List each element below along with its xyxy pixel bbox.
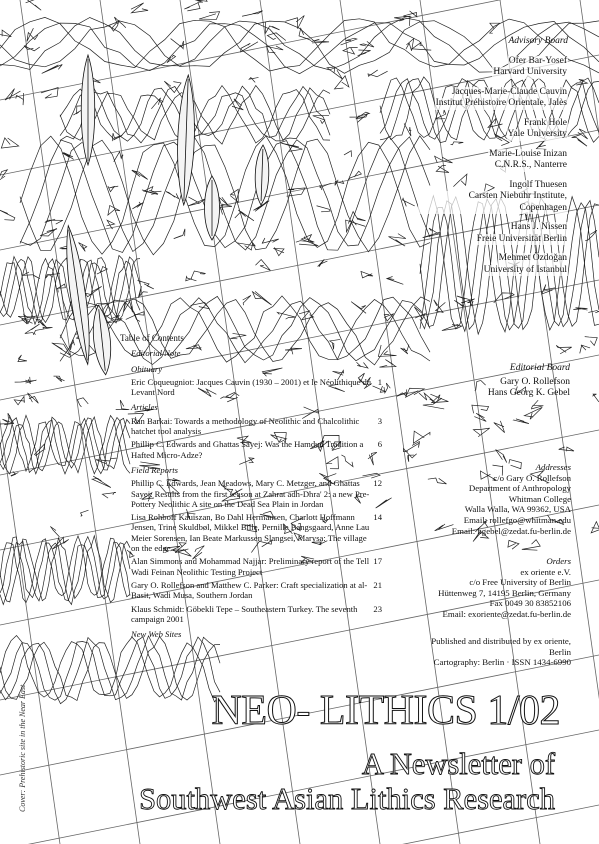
- map-relief-stroke: [559, 447, 574, 451]
- map-relief-stroke: [28, 393, 39, 403]
- member-name: Mehmet Özdoğan: [498, 253, 567, 263]
- map-relief-stroke: [277, 312, 295, 319]
- member-name: Ofer Bar-Yosef: [508, 55, 567, 66]
- map-relief-stroke: [490, 23, 500, 33]
- map-relief-stroke: [255, 260, 270, 271]
- map-relief-stroke: [573, 308, 587, 310]
- map-relief-stroke: [92, 476, 111, 487]
- email-link[interactable]: Email: exoriente@zedat.fu-berlin.de: [442, 608, 571, 619]
- map-relief-stroke: [496, 450, 507, 463]
- map-relief-stroke: [171, 39, 184, 49]
- map-relief-stroke: [230, 189, 238, 202]
- map-coastline: [20, 136, 430, 255]
- board-member: [418, 56, 568, 79]
- publisher-line: Published and distributed by ex oriente, Berlin: [431, 636, 571, 657]
- toc-entry-page: 14: [373, 512, 382, 523]
- map-relief-stroke: [62, 152, 74, 159]
- cover-caption: Cover: Prehistoric site in the Near East: [18, 684, 27, 812]
- editor-name: Gary O. Rollefson: [500, 377, 570, 387]
- map-relief-stroke: [16, 93, 24, 105]
- order-line: Hüttenweg 7, 14195 Berlin, Germany: [438, 587, 571, 598]
- map-relief-stroke: [368, 70, 388, 77]
- map-relief-stroke: [313, 115, 329, 123]
- map-coastline: [20, 137, 430, 252]
- map-relief-stroke: [191, 271, 205, 279]
- toc-entry[interactable]: [120, 604, 382, 625]
- map-relief-stroke: [27, 28, 38, 41]
- map-relief-stroke: [580, 345, 590, 353]
- map-relief-stroke: [387, 277, 403, 285]
- map-relief-stroke: [22, 272, 40, 279]
- map-relief-stroke: [249, 77, 258, 82]
- map-relief-stroke: [414, 307, 425, 319]
- toc-entry-title: Ran Barkai: Towards a methodology of Neolithic and Chalcolithic hatchet tool analysis: [131, 415, 360, 437]
- map-relief-stroke: [70, 339, 74, 350]
- map-relief-stroke: [273, 247, 284, 255]
- order-line: c/o Free University of Berlin: [469, 577, 571, 588]
- email-link[interactable]: Email: hgebel@zedat.fu-berlin.de: [451, 525, 571, 536]
- map-relief-stroke: [186, 276, 197, 280]
- map-relief-stroke: [402, 198, 414, 206]
- member-name: Frank Hole: [523, 117, 567, 128]
- member-affiliation: Carsten Niebuhr Institute, Copenhagen: [418, 191, 568, 214]
- address-line: Walla Walla, WA 99362, USA: [464, 504, 571, 515]
- map-relief-stroke: [524, 407, 542, 419]
- board-member: [418, 180, 568, 215]
- map-relief-stroke: [243, 295, 251, 305]
- map-relief-stroke: [54, 376, 65, 382]
- map-relief-stroke: [341, 38, 357, 45]
- toc-entry-page: 1: [377, 376, 382, 387]
- map-relief-stroke: [25, 324, 40, 334]
- map-relief-stroke: [195, 0, 207, 2]
- member-name: Marie-Louise Inizan: [489, 148, 567, 159]
- map-relief-stroke: [413, 431, 430, 443]
- map-relief-stroke: [131, 3, 148, 13]
- map-relief-stroke: [397, 389, 407, 396]
- toc-entry-page: 12: [373, 478, 382, 489]
- map-relief-stroke: [265, 22, 279, 33]
- member-affiliation: Freie Universität Berlin: [476, 233, 567, 244]
- order-line: Fax 0049 30 83852106: [489, 598, 571, 609]
- toc-entry-page: 17: [373, 556, 382, 567]
- map-coastline: [0, 537, 130, 605]
- board-member: [418, 149, 568, 172]
- toc-entry-page: 21: [373, 579, 382, 590]
- toc-entry[interactable]: [120, 478, 382, 509]
- map-relief-stroke: [252, 291, 271, 305]
- address-line: c/o Gary O. Rollefson: [493, 472, 571, 483]
- publisher-note: [431, 636, 571, 668]
- map-relief-stroke: [585, 230, 597, 241]
- map-relief-stroke: [361, 271, 373, 277]
- map-relief-stroke: [403, 449, 416, 458]
- newsletter-title: NEO- LITHICS 1/02: [211, 688, 560, 734]
- toc-entry[interactable]: [120, 377, 382, 398]
- toc-entry[interactable]: [120, 556, 382, 577]
- map-relief-stroke: [356, 112, 370, 119]
- board-member: [418, 118, 568, 141]
- map-relief-stroke: [18, 355, 27, 362]
- board-member: [418, 87, 568, 110]
- map-relief-stroke: [267, 46, 283, 53]
- map-relief-stroke: [5, 89, 20, 101]
- map-relief-stroke: [42, 65, 63, 74]
- map-relief-stroke: [351, 302, 366, 314]
- map-relief-stroke: [81, 510, 89, 517]
- map-relief-stroke: [405, 441, 419, 451]
- map-coastline: [60, 86, 330, 143]
- map-relief-stroke: [108, 186, 118, 192]
- toc-entry-title: Phillip C. Edwards and Ghattas Sayej: Was the Hamdud Tradition a Hafted Micro-Adze?: [131, 439, 364, 460]
- table-of-contents: [120, 333, 382, 642]
- map-relief-stroke: [126, 312, 144, 320]
- toc-section-label: Editorial Note: [131, 348, 181, 359]
- map-relief-stroke: [327, 67, 342, 79]
- map-relief-stroke: [15, 380, 37, 383]
- map-relief-stroke: [317, 206, 331, 212]
- toc-entry[interactable]: [120, 416, 382, 437]
- map-relief-stroke: [522, 540, 540, 551]
- toc-entry-title: Phillip C. Edwards, Jean Meadows, Mary C. Metzger, and Ghattas Sayej: Results from the first season at Zahrat adh-Dhra' 2: a new Pre-Pottery Neolithic A site on the Dead Sea Plain in Jordan: [131, 478, 370, 509]
- editor-name: Hans Georg K. Gebel: [487, 388, 570, 398]
- map-relief-stroke: [394, 16, 410, 26]
- advisory-board: [418, 36, 568, 284]
- map-relief-stroke: [112, 133, 122, 141]
- map-relief-stroke: [400, 345, 408, 354]
- editorial-board: [470, 363, 570, 399]
- member-affiliation: University of Istanbul: [483, 264, 567, 275]
- member-name: Ingolf Thuesen: [509, 179, 567, 190]
- addresses-block: [436, 462, 571, 536]
- map-relief-stroke: [79, 243, 87, 252]
- map-relief-stroke: [235, 210, 254, 221]
- toc-entry-title: Gary O. Rollefson and Matthew C. Parker: Craft specialization at al-Basit, Wadi Musa, Southern Jordan: [131, 579, 368, 601]
- member-affiliation: Yale University: [507, 129, 567, 139]
- map-relief-stroke: [588, 309, 599, 314]
- map-relief-stroke: [102, 492, 116, 498]
- map-relief-stroke: [556, 345, 571, 354]
- member-affiliation: Institut Préhistoire Orientale, Jalès: [435, 98, 567, 108]
- map-relief-stroke: [299, 311, 313, 320]
- map-relief-stroke: [406, 388, 425, 397]
- map-relief-stroke: [166, 192, 179, 199]
- toc-section-label: Obituary: [131, 363, 163, 374]
- address-line: Department of Anthropology: [468, 483, 571, 494]
- map-relief-stroke: [311, 39, 329, 43]
- map-relief-stroke: [50, 527, 59, 537]
- member-name: Jacques-Marie-Claude Cauvin: [451, 86, 567, 97]
- toc-entry[interactable]: [120, 580, 382, 601]
- toc-entry-page: 6: [377, 439, 382, 450]
- advisory-board-heading: Advisory Board: [508, 36, 568, 46]
- toc-entry-title: Eric Coqueugniot: Jacques Cauvin (1930 – 2001) et le Néolithique du Levant Nord: [131, 376, 372, 398]
- map-relief-stroke: [0, 210, 15, 220]
- map-relief-stroke: [174, 229, 185, 239]
- orders-block: [436, 556, 571, 620]
- addresses-heading: Addresses: [535, 462, 571, 472]
- address-line: Whitman College: [508, 493, 571, 504]
- map-relief-stroke: [434, 300, 446, 313]
- map-relief-stroke: [33, 327, 52, 335]
- editorial-board-heading: Editorial Board: [509, 363, 570, 373]
- map-relief-stroke: [572, 135, 587, 147]
- map-coastline: [20, 136, 430, 254]
- map-relief-stroke: [408, 455, 414, 462]
- map-relief-stroke: [472, 405, 489, 413]
- map-relief-stroke: [494, 421, 505, 433]
- order-line: ex oriente e.V.: [520, 566, 571, 577]
- map-relief-stroke: [344, 151, 352, 157]
- toc-entry-title: Klaus Schmidt: Göbekli Tepe – Southeastern Turkey. The seventh campaign 2001: [131, 603, 358, 624]
- newsletter-subtitle-line2: Southwest Asian Lithics Research: [139, 782, 555, 816]
- map-relief-stroke: [404, 123, 411, 136]
- map-relief-stroke: [343, 48, 358, 54]
- toc-section-label: New Web Sites: [131, 629, 182, 640]
- map-relief-stroke: [0, 170, 7, 182]
- map-relief-stroke: [77, 398, 88, 407]
- map-relief-stroke: [474, 413, 486, 421]
- member-affiliation: C.N.R.S., Nanterre: [494, 160, 567, 170]
- email-link[interactable]: Email: rollefgo@whitman.edu: [463, 514, 571, 525]
- map-relief-stroke: [591, 522, 599, 533]
- toc-entry-title: Alan Simmons and Mohammad Najjar: Preliminary report of the Tell Wadi Feinan Neolithic Testing Project: [131, 556, 370, 577]
- newsletter-subtitle-line1: A Newsletter of: [361, 747, 555, 781]
- map-relief-stroke: [26, 0, 42, 10]
- map-relief-stroke: [132, 170, 148, 179]
- map-relief-stroke: [1, 138, 18, 148]
- member-affiliation: Harvard University: [493, 67, 567, 77]
- map-relief-stroke: [592, 394, 599, 402]
- orders-heading: Orders: [546, 556, 571, 566]
- toc-title: Table of Contents: [120, 333, 184, 343]
- map-relief-stroke: [242, 11, 263, 16]
- toc-entry-page: 3: [377, 415, 382, 426]
- board-member: [418, 222, 568, 245]
- map-relief-stroke: [164, 81, 181, 92]
- map-relief-stroke: [14, 396, 25, 404]
- map-relief-stroke: [199, 12, 220, 20]
- toc-entry-page: 23: [373, 603, 382, 614]
- toc-section-label: Field Reports: [131, 464, 179, 475]
- toc-entry[interactable]: [120, 512, 382, 553]
- toc-entry[interactable]: [120, 439, 382, 460]
- map-relief-stroke: [358, 50, 371, 56]
- member-name: Hans J. Nissen: [510, 222, 567, 232]
- toc-entry-title: Lisa Rohboff Kauiszan, Bo Dahl Hermansen, Charlott Hoffmann Jensen, Trine Skuldbøl, Mikkel Bille, Pernille Bangsgaard, Anne Lau Meier Sorensen, Ian Beate Markussen Slangsei, Marysa: The village on the edge: [131, 512, 370, 554]
- publisher-line: Cartography: Berlin · ISSN 1434-6990: [433, 657, 571, 668]
- map-relief-stroke: [110, 20, 119, 31]
- map-relief-stroke: [514, 419, 529, 424]
- map-relief-stroke: [0, 30, 11, 41]
- map-relief-stroke: [508, 540, 519, 549]
- map-relief-stroke: [585, 337, 598, 346]
- map-relief-stroke: [184, 3, 200, 11]
- map-relief-stroke: [419, 393, 435, 402]
- board-member: [418, 253, 568, 276]
- toc-section-label: Articles: [131, 402, 158, 413]
